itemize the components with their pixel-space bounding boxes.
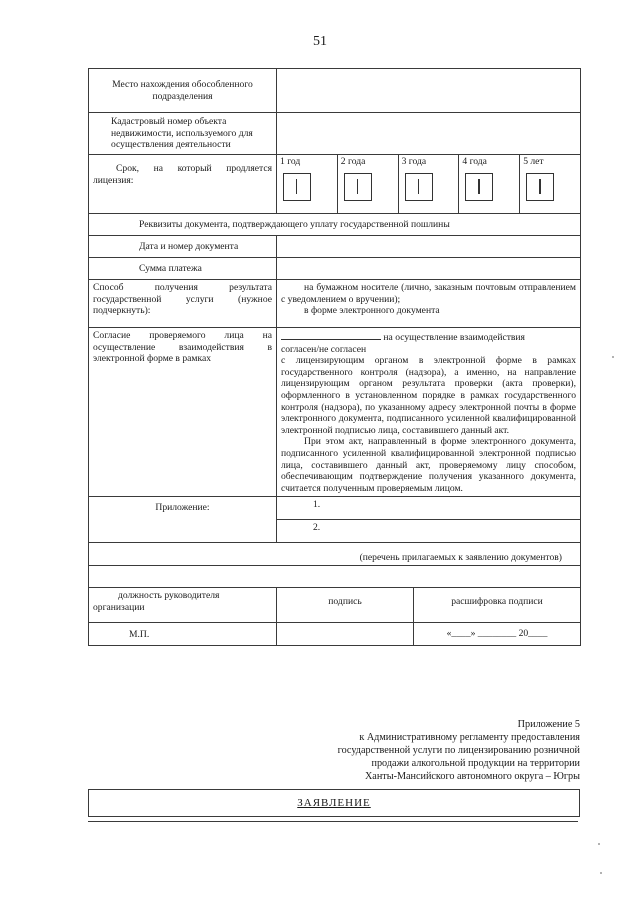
period-checkbox[interactable] — [283, 173, 311, 201]
period-3-years — [398, 155, 459, 213]
row-attachment-1 — [89, 497, 581, 520]
period-label: 2 года — [340, 156, 366, 167]
period-checkbox[interactable] — [526, 173, 554, 201]
period-checkbox[interactable] — [465, 173, 493, 201]
period-label: 1 год — [280, 156, 301, 167]
period-checkbox[interactable] — [344, 173, 372, 201]
label-license-term — [89, 155, 277, 214]
annex-line-4: продажи алкогольной продукции на территории — [371, 758, 580, 769]
value-doc-date-number[interactable] — [277, 236, 581, 258]
consent-blank-tail: на осуществление взаимодействия — [383, 332, 525, 343]
row-doc-date-number — [89, 236, 581, 258]
seal-blank-cell — [277, 623, 414, 645]
signature-decoding-cell: расшифровка подписи — [451, 596, 543, 608]
value-payment-amount[interactable] — [277, 258, 581, 280]
application-form-table — [88, 68, 581, 646]
label-attachment: Приложение: — [89, 497, 277, 543]
period-2-years — [337, 155, 398, 213]
label-payment-amount: Сумма платежа — [89, 258, 277, 280]
annex-line-5: Ханты-Мансийского автономного округа – Югры — [364, 771, 580, 782]
period-4-years — [458, 155, 519, 213]
row-payment-details — [89, 214, 581, 236]
label-receipt-method: Способ получения результата государственной услуги (нужное подчеркнуть): — [89, 280, 277, 328]
seal-label: М.П. — [89, 623, 277, 646]
scan-speck — [598, 843, 600, 845]
period-label: 3 года — [401, 156, 427, 167]
row-blank — [89, 566, 581, 588]
receipt-option-electronic[interactable]: в форме электронного документа — [304, 305, 440, 317]
value-cadastral-number[interactable] — [277, 113, 581, 155]
consent-block — [277, 328, 581, 497]
period-label: 5 лет — [523, 156, 544, 167]
consent-blank-field[interactable] — [281, 330, 381, 340]
consent-text-2: При этом акт, направленный в форме электронного документа, подписанного усиленной квалифицированной электронной подписью лица, составившего данный акт, проверяемому лицу способом, обеспечивающим подтверждение получения указанного документа, считается полученным проверяемым лицом. — [281, 436, 576, 494]
label-payment-details: Реквизиты документа, подтверждающего уплату государственной пошлины — [89, 214, 581, 236]
license-periods — [277, 155, 581, 214]
scan-speck — [612, 356, 614, 358]
consent-text-1: с лицензирующим органом в электронной форме в рамках государственного контроля (надзора), а именно, на направление лицензирующим органом результата проверки (акта проверки), оформленного в установленном порядке в рамках государственного контроля (надзора), по указанному адресу электронной почты в форме электронного документа, подписанного усиленной квалифицированной электронной подписью лица, составившего данный акт. — [281, 355, 576, 436]
page-number: 51 — [313, 34, 327, 49]
date-cells — [277, 623, 581, 646]
row-cadastral-number — [89, 113, 581, 155]
period-5-years — [519, 155, 580, 213]
label-head-position: должность руководителя организации — [89, 588, 277, 623]
period-label: 4 года — [462, 156, 487, 167]
attachment-item-2[interactable]: 2. — [277, 520, 581, 543]
row-license-term — [89, 155, 581, 214]
row-receipt-method — [89, 280, 581, 328]
annex-reference — [280, 718, 580, 783]
consent-first-line — [281, 330, 576, 344]
label-separate-unit-location: Место нахождения обособленного подразделения — [89, 69, 277, 113]
consent-agree-options[interactable]: согласен/не согласен — [281, 343, 367, 355]
row-seal-date — [89, 623, 581, 646]
license-term-text: Срок, на который продляется лицензия: — [93, 163, 272, 186]
row-consent — [89, 328, 581, 497]
row-attachment-caption — [89, 543, 581, 566]
label-doc-date-number: Дата и номер документа — [89, 236, 277, 258]
scan-speck — [600, 872, 602, 874]
statement-title: ЗАЯВЛЕНИЕ — [297, 797, 371, 809]
attachment-caption: (перечень прилагаемых к заявлению документов) — [89, 543, 581, 566]
signature-cell: подпись — [277, 588, 414, 622]
value-separate-unit-location[interactable] — [277, 69, 581, 113]
date-field[interactable]: «____» ________ 20____ — [446, 628, 548, 640]
row-separate-unit-location — [89, 69, 581, 113]
period-checkbox[interactable] — [405, 173, 433, 201]
period-1-year — [277, 155, 337, 213]
label-cadastral-number: Кадастровый номер объекта недвижимости, используемого для осуществления деятельности — [89, 113, 277, 155]
statement-divider — [88, 821, 578, 822]
row-payment-amount — [89, 258, 581, 280]
row-signatures — [89, 588, 581, 623]
label-consent: Согласие проверяемого лица на осуществление взаимодействия в электронной форме в рамках — [89, 328, 277, 497]
blank-row-cell — [89, 566, 581, 588]
attachment-item-1[interactable]: 1. — [277, 497, 581, 520]
receipt-option-paper[interactable]: на бумажном носителе (лично, заказным почтовым отправлением с уведомлением о вручении); — [281, 282, 576, 305]
annex-line-3: государственной услуги по лицензированию розничной — [337, 745, 580, 756]
annex-line-2: к Административному регламенту предоставления — [359, 732, 580, 743]
signature-cells — [277, 588, 581, 623]
receipt-options — [277, 280, 581, 328]
statement-title-box — [88, 789, 580, 817]
annex-line-1: Приложение 5 — [517, 719, 580, 730]
